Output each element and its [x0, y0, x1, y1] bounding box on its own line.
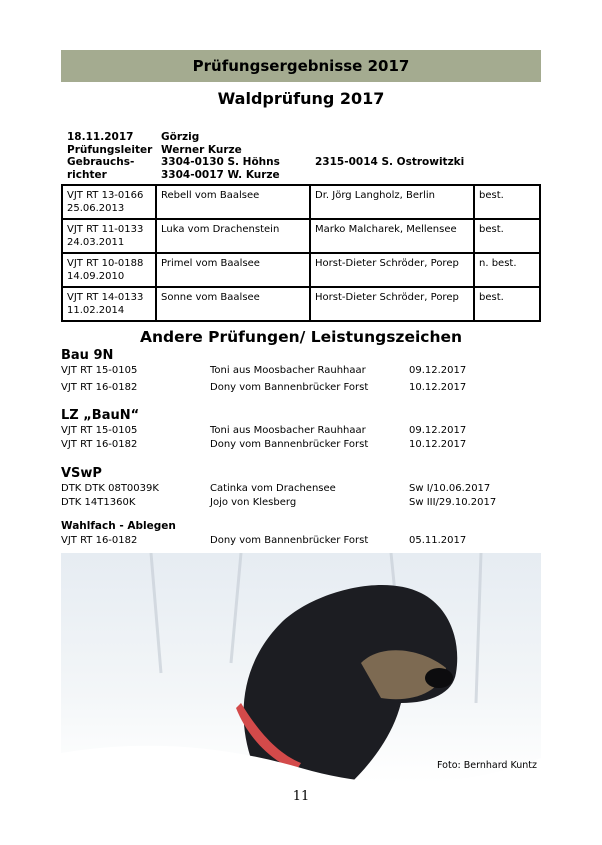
registration: DTK 14T1360K [61, 497, 136, 508]
dog-name: Jojo von Klesberg [210, 497, 297, 508]
registration: VJT RT 16-0182 [61, 535, 138, 546]
list-item [61, 365, 541, 379]
registration: VJT RT 16-0182 [61, 382, 138, 393]
date: 10.12.2017 [409, 382, 467, 393]
section-header: Prüfungsergebnisse 2017 [61, 50, 541, 82]
exam-place: Görzig [161, 131, 200, 143]
judges-label: Gebrauchs- [67, 156, 135, 168]
list-item [61, 483, 541, 497]
registration: VJT RT 11-0133 [67, 224, 144, 235]
date: 05.11.2017 [409, 535, 467, 546]
reg-cell [62, 253, 156, 287]
registration: DTK DTK 08T0039K [61, 483, 159, 494]
registration: VJT RT 10-0188 [67, 258, 144, 269]
dog-name: Dony vom Bannenbrücker Forst [210, 535, 369, 546]
birth-date: 14.09.2010 [67, 271, 125, 282]
result-cell: best. [474, 219, 540, 253]
list-item [61, 382, 541, 396]
reg-cell [62, 185, 156, 219]
result-cell: best. [474, 287, 540, 321]
dog-name: Toni aus Moosbacher Rauhhaar [210, 365, 366, 376]
section-title: Bau 9N [61, 348, 114, 363]
page-number: 11 [292, 789, 310, 804]
dog-name: Catinka vom Drachensee [210, 483, 336, 494]
list-item [61, 535, 541, 549]
info-labels [67, 131, 152, 181]
dog-cell: Sonne vom Baalsee [156, 287, 310, 321]
dog-photo [61, 553, 541, 783]
other-exams-title: Andere Prüfungen/ Leistungszeichen [139, 328, 463, 346]
registration: VJT RT 15-0105 [61, 425, 138, 436]
dog-name: Dony vom Bannenbrücker Forst [210, 439, 369, 450]
birth-date: 11.02.2014 [67, 305, 125, 316]
dog-cell: Primel vom Baalsee [156, 253, 310, 287]
date: 09.12.2017 [409, 365, 467, 376]
dog-name: Dony vom Bannenbrücker Forst [210, 382, 369, 393]
judge: 2315-0014 S. Ostrowitzki [315, 156, 465, 168]
table-row [62, 287, 540, 321]
table-row [62, 253, 540, 287]
registration: VJT RT 13-0166 [67, 190, 144, 201]
section-title: VSwP [61, 466, 102, 481]
photo-caption: Foto: Bernhard Kuntz [437, 760, 537, 771]
judges-label: richter [67, 168, 107, 181]
result-cell: best. [474, 185, 540, 219]
judge: 3304-0130 S. Höhns [161, 156, 280, 168]
leader-label: Prüfungsleiter [67, 143, 153, 156]
reg-cell [62, 287, 156, 321]
owner-cell: Horst-Dieter Schröder, Porep [310, 287, 474, 321]
registration: VJT RT 14-0133 [67, 292, 144, 303]
birth-date: 24.03.2011 [67, 237, 125, 248]
judge: 3304-0017 W. Kurze [161, 168, 280, 181]
table-row [62, 185, 540, 219]
date: 10.12.2017 [409, 439, 467, 450]
date: 09.12.2017 [409, 425, 467, 436]
date: Sw I/10.06.2017 [409, 483, 491, 494]
results-table [61, 184, 541, 322]
info-values [161, 131, 280, 181]
page-title: Waldprüfung 2017 [217, 89, 385, 108]
owner-cell: Marko Malcharek, Mellensee [310, 219, 474, 253]
birth-date: 25.06.2013 [67, 203, 125, 214]
list-item [61, 439, 541, 453]
dog-photo-image [61, 553, 541, 783]
exam-date: 18.11.2017 [67, 131, 134, 143]
date: Sw III/29.10.2017 [409, 497, 497, 508]
reg-cell [62, 219, 156, 253]
result-cell: n. best. [474, 253, 540, 287]
owner-cell: Dr. Jörg Langholz, Berlin [310, 185, 474, 219]
registration: VJT RT 16-0182 [61, 439, 138, 450]
leader: Werner Kurze [161, 143, 242, 156]
dog-cell: Rebell vom Baalsee [156, 185, 310, 219]
dog-cell: Luka vom Drachenstein [156, 219, 310, 253]
owner-cell: Horst-Dieter Schröder, Porep [310, 253, 474, 287]
section-title: LZ „BauN“ [61, 408, 140, 423]
list-item [61, 425, 541, 439]
section-title: Wahlfach - Ablegen [61, 520, 176, 532]
dog-name: Toni aus Moosbacher Rauhhaar [210, 425, 366, 436]
table-row [62, 219, 540, 253]
registration: VJT RT 15-0105 [61, 365, 138, 376]
list-item [61, 497, 541, 511]
